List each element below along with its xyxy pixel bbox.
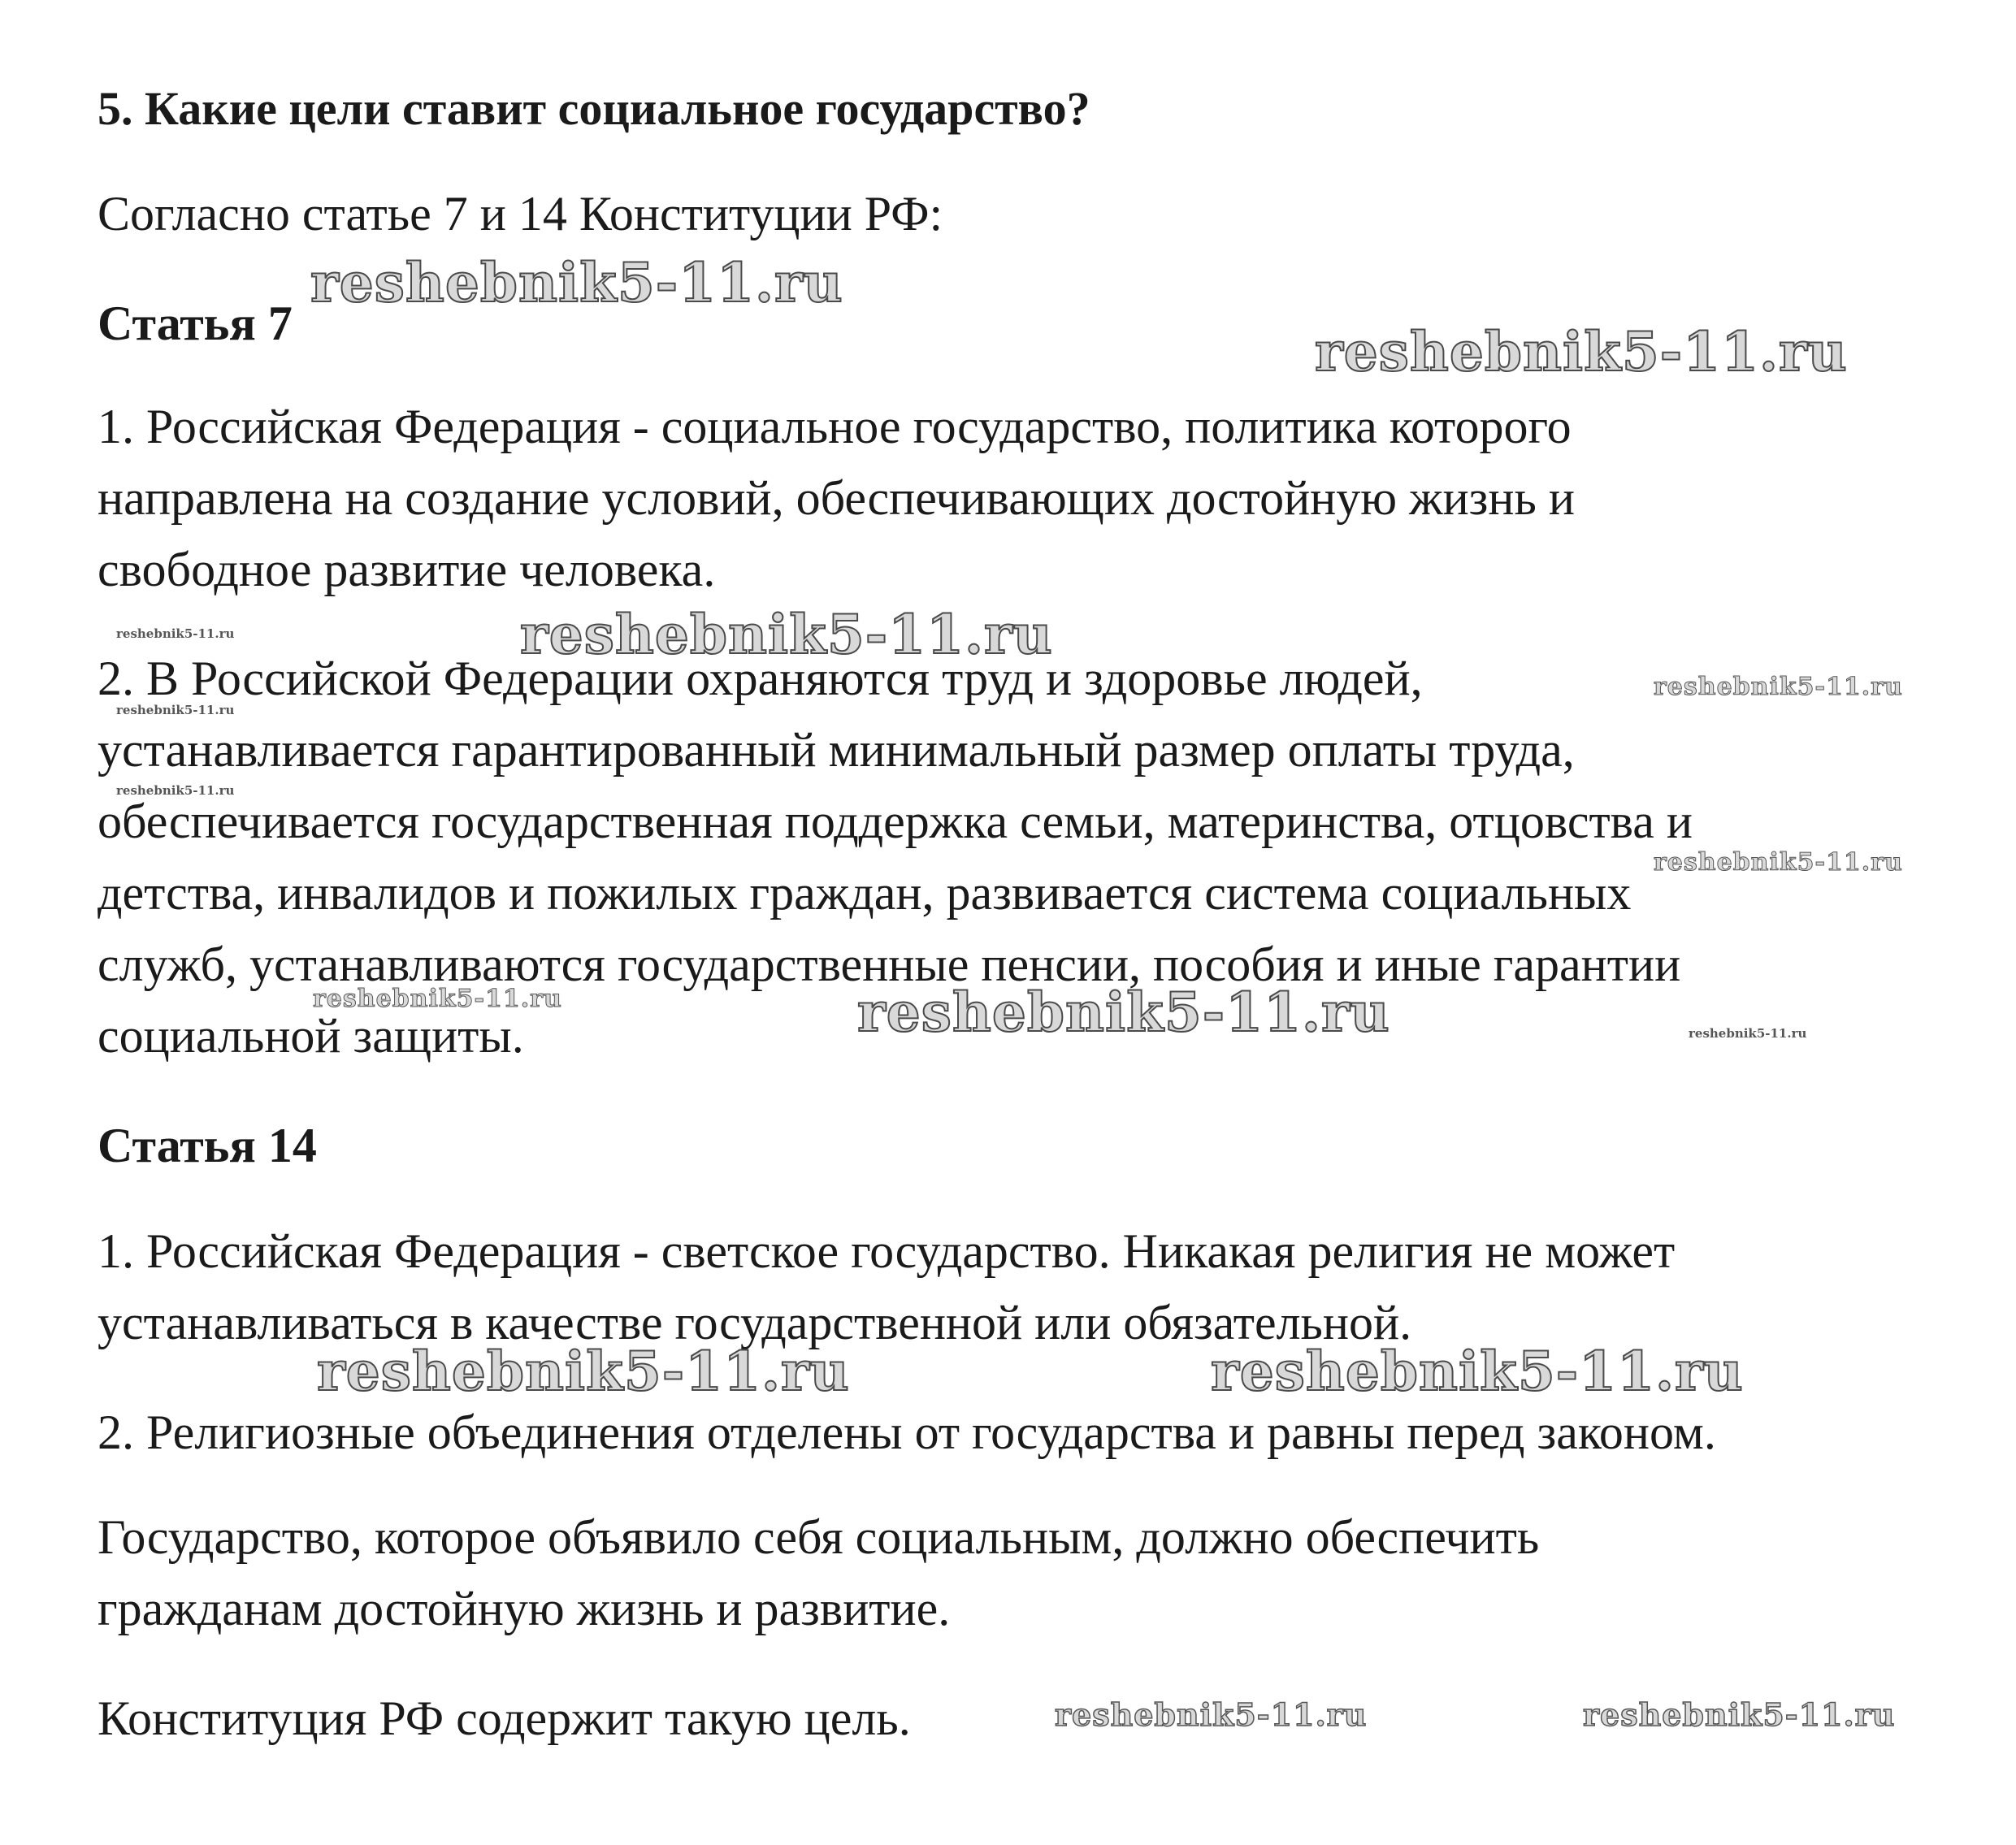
article-14-p1-line: 1. Российская Федерация - светское государство. Никакая религия не может	[98, 1224, 1676, 1278]
watermark: reshebnik5-11.ru	[310, 251, 843, 314]
article-7-p1-line: направлена на создание условий, обеспечивающих достойную жизнь и	[98, 471, 1575, 525]
article-14-heading: Статья 14	[98, 1119, 317, 1172]
article-7-p2-line: служб, устанавливаются государственные пенсии, пособия и иные гарантии	[98, 938, 1681, 991]
watermark: reshebnik5-11.ru	[116, 783, 235, 798]
article-7-p1-line: свободное развитие человека.	[98, 543, 716, 596]
conclusion-line: гражданам достойную жизнь и развитие.	[98, 1582, 951, 1635]
watermark: reshebnik5-11.ru	[1654, 848, 1903, 877]
article-7-p2-line: 2. В Российской Федерации охраняются труд и здоровье людей,	[98, 652, 1423, 705]
article-7-p2-line: детства, инвалидов и пожилых граждан, развивается система социальных	[98, 866, 1632, 920]
article-7-p2-line: устанавливается гарантированный минимальный размер оплаты труда,	[98, 723, 1575, 777]
watermark: reshebnik5-11.ru	[116, 703, 235, 717]
article-7-p1-line: 1. Российская Федерация - социальное государство, политика которого	[98, 400, 1572, 453]
watermark: reshebnik5-11.ru	[857, 981, 1390, 1044]
question-title: 5. Какие цели ставит социальное государство?	[98, 82, 1090, 135]
watermark: reshebnik5-11.ru	[1583, 1696, 1896, 1733]
conclusion-line: Государство, которое объявило себя социальным, должно обеспечить	[98, 1510, 1540, 1564]
watermark: reshebnik5-11.ru	[1654, 673, 1903, 701]
watermark: reshebnik5-11.ru	[520, 603, 1053, 666]
conclusion-final: Конституция РФ содержит такую цель.	[98, 1691, 911, 1745]
intro-text: Согласно статье 7 и 14 Конституции РФ:	[98, 187, 943, 240]
article-14-p2-line: 2. Религиозные объединения отделены от государства и равны перед законом.	[98, 1405, 1716, 1459]
article-14-p1-line: устанавливаться в качестве государственной или обязательной.	[98, 1296, 1412, 1349]
watermark: reshebnik5-11.ru	[1055, 1696, 1368, 1733]
watermark: reshebnik5-11.ru	[1315, 320, 1848, 383]
watermark: reshebnik5-11.ru	[1689, 1026, 1807, 1041]
article-7-p2-line: социальной защиты.	[98, 1009, 524, 1063]
watermark: reshebnik5-11.ru	[317, 1340, 850, 1403]
watermark: reshebnik5-11.ru	[313, 985, 562, 1013]
article-7-heading: Статья 7	[98, 297, 293, 350]
watermark: reshebnik5-11.ru	[1211, 1340, 1744, 1403]
watermark: reshebnik5-11.ru	[116, 626, 235, 641]
article-7-p2-line: обеспечивается государственная поддержка семьи, материнства, отцовства и	[98, 795, 1693, 848]
